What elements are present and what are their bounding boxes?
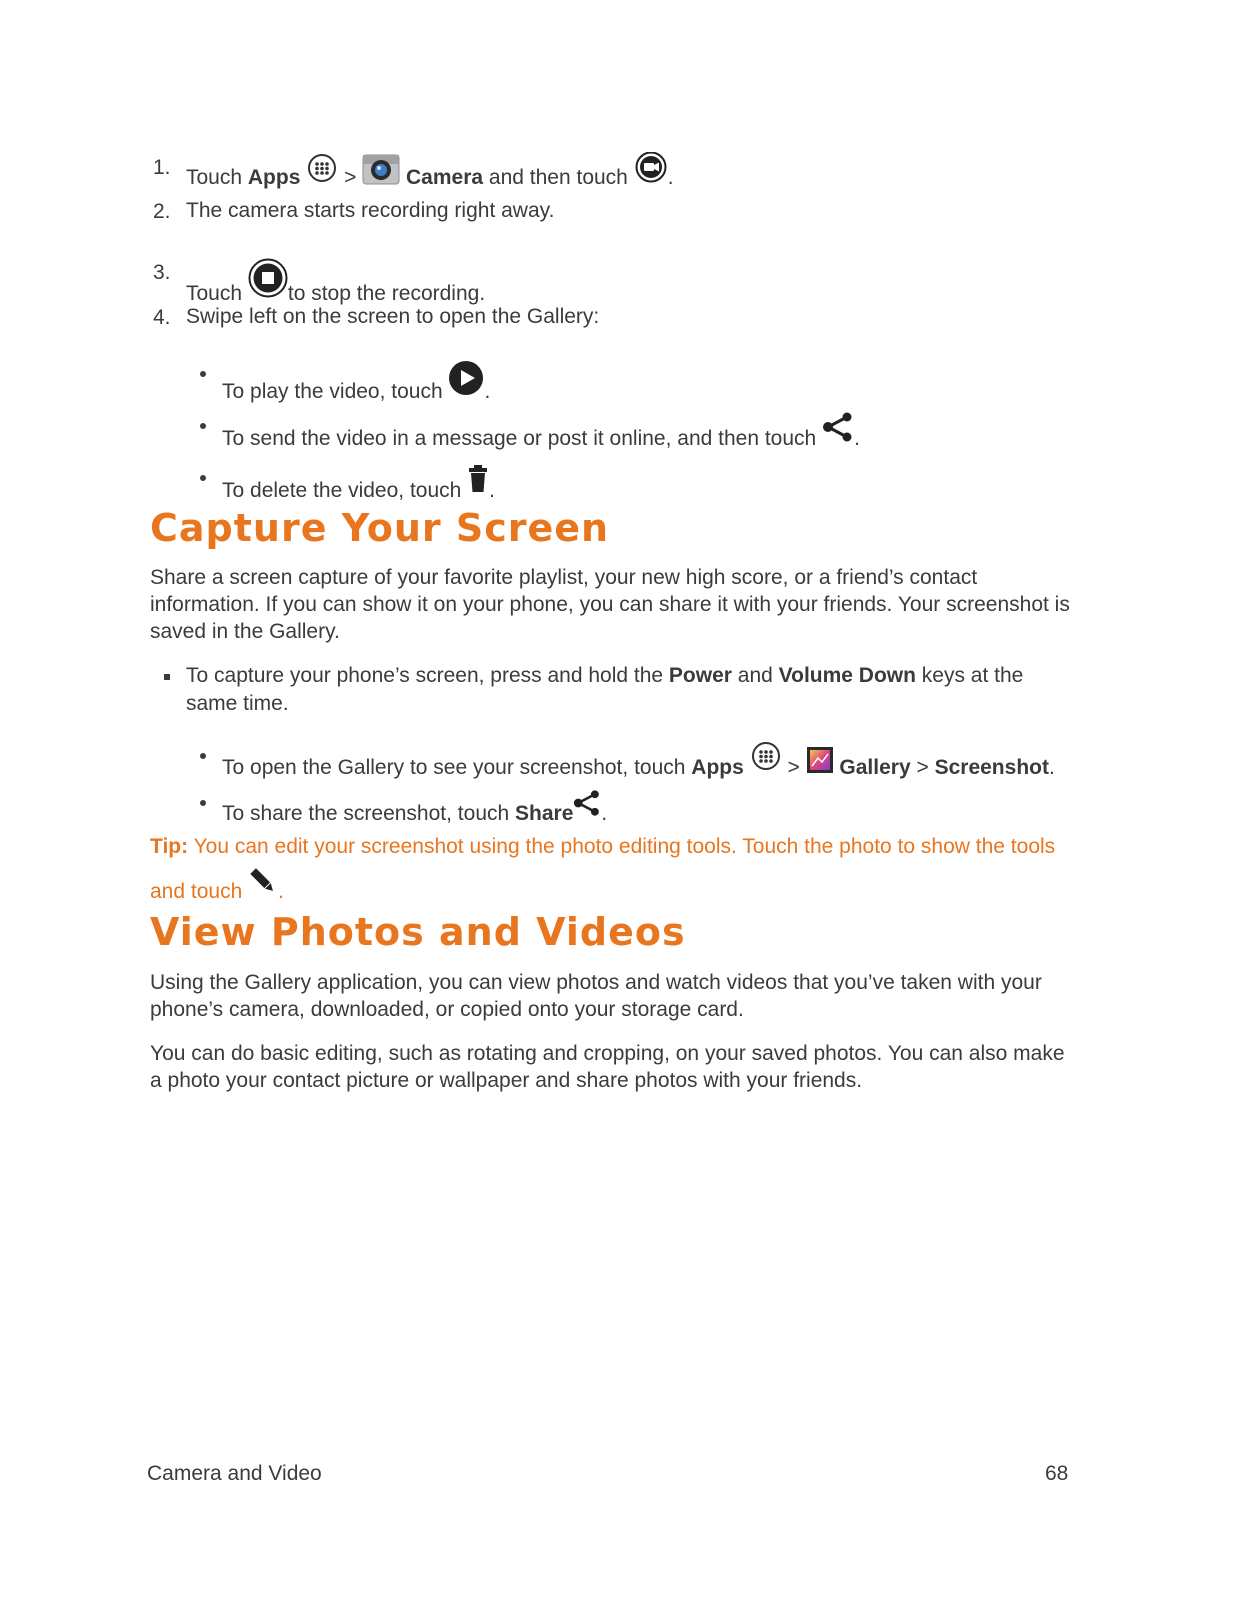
bullet-dot: [200, 753, 206, 759]
bullet-delete: To delete the video, touch .: [222, 464, 495, 505]
screenshot-label: Screenshot: [934, 756, 1049, 779]
gallery-label: Gallery: [839, 756, 911, 779]
capture-press-line-1: To capture your phone’s screen, press and hold the Power and Volume Down keys at the: [186, 664, 1024, 687]
stop-icon: [248, 258, 288, 298]
step-2: The camera starts recording right away.: [186, 199, 555, 222]
tip-label: Tip:: [150, 835, 189, 858]
capture-press-line-2: same time.: [186, 692, 289, 715]
step-number: 2.: [153, 200, 171, 223]
view-paragraph-1: Using the Gallery application, you can view photos and watch videos that you’ve taken with your phone’s camera, downloaded, or copied onto your storage card.: [150, 971, 1042, 1021]
section-heading-view: View Photos and Videos: [150, 910, 686, 954]
section-heading-capture: Capture Your Screen: [150, 506, 610, 550]
bullet-dot: [200, 371, 206, 377]
trash-icon: [467, 464, 489, 494]
power-key-label: Power: [668, 664, 732, 687]
bullet-share-screenshot: To share the screenshot, touch Share .: [222, 789, 607, 828]
tip-line-2: and touch .: [150, 866, 284, 906]
step-number: 3.: [153, 261, 171, 284]
pencil-icon: [248, 866, 278, 896]
play-icon: [448, 360, 484, 396]
apps-label: Apps: [691, 756, 744, 779]
step-3: Touch to stop the recording.: [186, 258, 485, 308]
apps-grid-icon: [306, 154, 338, 186]
share-label: Share: [515, 802, 574, 825]
footer-section-title: Camera and Video: [147, 1462, 322, 1485]
camera-label: Camera: [406, 166, 484, 189]
step-number: 1.: [153, 156, 171, 179]
bullet-open-gallery: To open the Gallery to see your screenshot, touch Apps > Gallery > Screenshot.: [222, 742, 1055, 782]
chevron-separator: >: [916, 756, 929, 779]
chevron-separator: >: [787, 756, 800, 779]
bullet-dot: [200, 423, 206, 429]
apps-grid-icon: [750, 742, 782, 774]
view-paragraph-2: You can do basic editing, such as rotating and cropping, on your saved photos. You can also make a photo your contact picture or wallpaper and share photos with your friends.: [150, 1042, 1065, 1092]
share-icon: [573, 789, 601, 817]
step-4: Swipe left on the screen to open the Gallery:: [186, 305, 600, 328]
camera-app-icon: [362, 154, 400, 186]
gallery-app-icon: [806, 746, 834, 774]
share-icon: [822, 412, 854, 442]
tip-line-1: Tip: You can edit your screenshot using the photo editing tools. Touch the photo to show the tools: [150, 835, 1056, 858]
step-1: Touch Apps > Camera and then touch .: [186, 152, 674, 192]
bullet-send: To send the video in a message or post it online, and then touch .: [222, 412, 860, 453]
video-camera-icon: [634, 152, 668, 186]
capture-intro: Share a screen capture of your favorite playlist, your new high score, or a friend’s contact information. If you can show it on your phone, you can share it with your friends. Your screenshot is saved in the Gallery.: [150, 566, 1070, 643]
footer-page-number: 68: [1045, 1462, 1069, 1485]
bullet-dot: [200, 800, 206, 806]
chevron-separator: >: [344, 166, 357, 189]
volume-down-key-label: Volume Down: [778, 664, 916, 687]
bullet-square: [164, 674, 170, 680]
bullet-play: To play the video, touch .: [222, 360, 490, 406]
apps-label: Apps: [247, 166, 301, 189]
bullet-dot: [200, 475, 206, 481]
step-number: 4.: [153, 306, 171, 329]
